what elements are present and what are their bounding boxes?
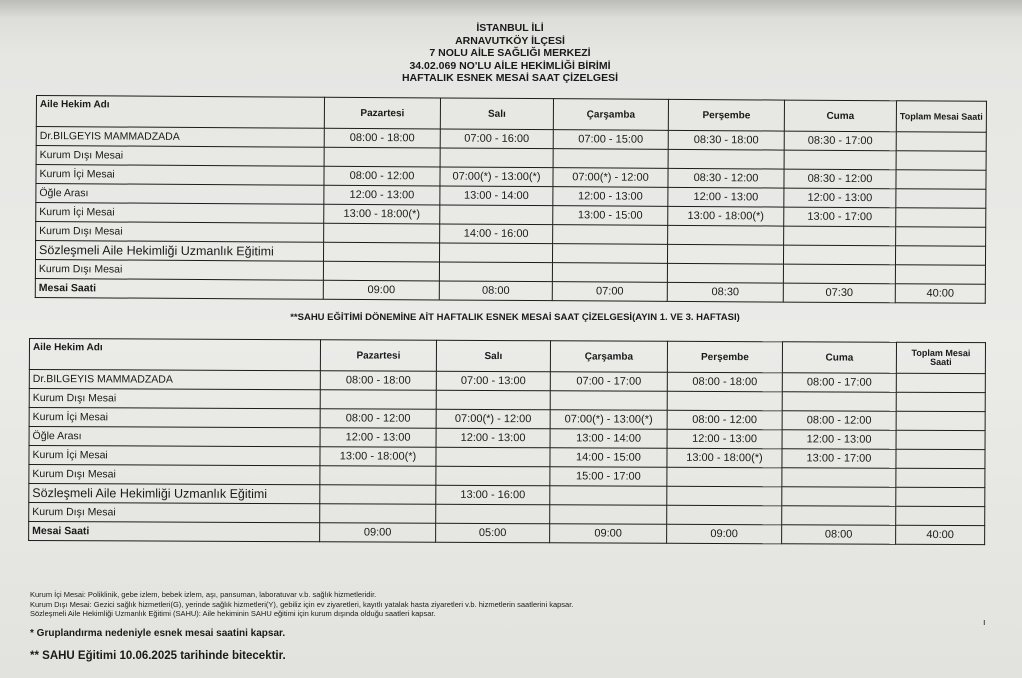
total-cell: [896, 468, 985, 487]
row-label: Kurum Dışı Mesai: [29, 465, 320, 485]
time-cell: [552, 263, 667, 283]
stray-mark: ı: [983, 617, 986, 627]
time-cell: 12:00 - 13:00: [320, 428, 436, 448]
row-label: Kurum İçi Mesai: [29, 408, 320, 428]
row-label: Öğle Arası: [36, 184, 324, 205]
time-cell: [440, 148, 553, 168]
time-cell: 08:00 - 12:00: [320, 409, 436, 429]
time-cell: 08:00 - 12:00: [782, 411, 896, 430]
table-body: [29, 370, 986, 545]
header-district: ARNAVUTKÖY İLÇESİ: [455, 34, 565, 47]
time-cell: [782, 468, 896, 487]
total-cell: [896, 506, 985, 525]
time-cell: 13:00 - 14:00: [550, 429, 667, 449]
row-label: Mesai Saati: [29, 522, 320, 542]
time-cell: [784, 226, 896, 246]
time-cell: 07:00 - 13:00: [436, 371, 550, 390]
time-cell: [320, 485, 436, 505]
header-day: Cuma: [782, 342, 896, 373]
time-cell: [553, 149, 668, 169]
time-cell: [783, 245, 895, 265]
time-cell: [667, 391, 782, 411]
time-cell: 08:00: [439, 281, 552, 301]
time-cell: 12:00 - 13:00: [436, 428, 550, 447]
time-cell: 08:30 - 12:00: [668, 168, 784, 188]
header-doctor-name: Aile Hekim Adı: [29, 339, 320, 371]
row-label: Sözleşmeli Aile Hekimliği Uzmanlık Eğitimi: [29, 484, 320, 504]
row-label: Kurum Dışı Mesai: [29, 503, 320, 523]
time-cell: 08:00 - 12:00: [667, 410, 782, 430]
time-cell: 08:30 - 12:00: [784, 169, 896, 189]
time-cell: 08:00 - 18:00: [320, 371, 436, 391]
time-cell: 14:00 - 15:00: [550, 448, 667, 468]
header-day: Pazartesi: [324, 97, 440, 129]
time-cell: 13:00 - 16:00: [436, 485, 550, 504]
time-cell: [436, 466, 550, 485]
time-cell: [323, 261, 439, 281]
total-cell: [896, 227, 986, 247]
time-cell: 13:00 - 14:00: [440, 186, 553, 206]
row-label: Kurum İçi Mesai: [36, 203, 324, 224]
time-cell: 13:00 - 15:00: [553, 206, 668, 226]
table-header-row: [29, 339, 985, 374]
header-doctor-name: Aile Hekim Adı: [36, 96, 324, 129]
time-cell: 12:00 - 13:00: [324, 185, 440, 205]
time-cell: [667, 467, 782, 487]
time-cell: [436, 447, 550, 466]
time-cell: 08:30 - 17:00: [784, 131, 896, 151]
time-cell: 07:00 - 17:00: [550, 372, 667, 392]
note-sahu: Sözleşmeli Aile Hekimliği Uzmanlık Eğitimi (SAHU): Aile hekiminin SAHU eğitimi için kurum dışında olduğu saatleri kapsar.: [30, 609, 436, 618]
note-kurum-ici: Kurum İçi Mesai: Poliklinik, gebe izlem, bebek izlem, aşı, pansuman, laboratuvar v.b. sağlık hizmetleridir.: [30, 590, 377, 599]
time-cell: 08:30 - 18:00: [668, 130, 784, 150]
time-cell: [440, 205, 553, 225]
time-cell: [320, 390, 436, 410]
time-cell: [320, 466, 436, 486]
row-label: Öğle Arası: [29, 427, 320, 447]
time-cell: [436, 390, 550, 409]
time-cell: [550, 486, 667, 506]
time-cell: 08:00 - 12:00: [324, 166, 440, 186]
row-label: Dr.BILGEYIS MAMMADZADA: [29, 370, 320, 390]
total-cell: [896, 132, 986, 152]
header-day: Perşembe: [667, 341, 782, 373]
time-cell: 07:00(*) - 13:00(*): [440, 167, 553, 187]
total-cell: [896, 151, 986, 171]
time-cell: 09:00: [550, 524, 667, 544]
page-top-shadow: [0, 0, 1022, 18]
time-cell: [668, 225, 784, 245]
time-cell: [667, 263, 783, 283]
total-cell: [896, 170, 986, 190]
table-body: [35, 127, 986, 304]
total-cell: [896, 392, 985, 411]
total-cell: [896, 373, 985, 392]
time-cell: [667, 244, 783, 264]
row-label: Kurum İçi Mesai: [36, 165, 324, 186]
time-cell: [782, 487, 896, 506]
time-cell: 09:00: [320, 523, 436, 543]
time-cell: 13:00 - 18:00(*): [668, 206, 784, 226]
total-cell: 40:00: [896, 525, 985, 544]
time-cell: 08:00 - 18:00: [324, 128, 440, 148]
row-label: Mesai Saati: [35, 278, 323, 299]
row-label: Dr.BILGEYIS MAMMADZADA: [36, 127, 324, 148]
time-cell: 12:00 - 13:00: [553, 187, 668, 207]
time-cell: [782, 392, 896, 411]
time-cell: 07:00(*) - 12:00: [436, 409, 550, 428]
time-cell: [667, 505, 782, 525]
total-cell: [896, 430, 985, 449]
header-day: Çarşamba: [550, 341, 667, 373]
total-row: [29, 522, 985, 545]
time-cell: 07:00 - 16:00: [440, 129, 553, 149]
time-cell: 08:00 - 18:00: [667, 372, 782, 392]
time-cell: [323, 242, 439, 262]
row-label: Kurum İçi Mesai: [29, 446, 320, 466]
time-cell: 09:00: [667, 524, 782, 544]
total-cell: [896, 189, 986, 209]
note-grouping: * Gruplandırma nedeniyle esnek mesai saatini kapsar.: [30, 628, 286, 639]
row-label: Kurum Dışı Mesai: [36, 146, 324, 167]
total-cell: [896, 208, 986, 228]
time-cell: [553, 225, 668, 245]
time-cell: 08:00 - 17:00: [782, 373, 896, 392]
time-cell: 13:00 - 18:00(*): [667, 448, 782, 468]
header-title: HAFTALIK ESNEK MESAİ SAAT ÇİZELGESİ: [401, 72, 619, 84]
header-day: Perşembe: [668, 99, 784, 131]
time-cell: [320, 504, 436, 524]
footnotes: [30, 590, 930, 619]
time-cell: [782, 506, 896, 525]
header-day: Pazartesi: [320, 340, 436, 372]
total-cell: 40:00: [895, 284, 985, 304]
time-cell: 07:00(*) - 12:00: [553, 168, 668, 188]
note-sahu-end-date: ** SAHU Eğitimi 10.06.2025 tarihinde bitecektir.: [30, 650, 286, 662]
total-cell: [896, 487, 985, 506]
total-cell: [896, 411, 985, 430]
header-day: Cuma: [784, 100, 896, 132]
time-cell: [552, 244, 667, 264]
time-cell: 12:00 - 13:00: [667, 429, 782, 449]
time-cell: [439, 262, 552, 282]
time-cell: 09:00: [323, 280, 439, 300]
row-label: Sözleşmeli Aile Hekimliği Uzmanlık Eğitimi: [35, 241, 323, 262]
weekly-schedule-table: [35, 95, 987, 304]
time-cell: [324, 147, 440, 167]
time-cell: 13:00 - 18:00(*): [320, 447, 436, 467]
time-cell: 07:30: [783, 283, 895, 303]
row-label: Kurum Dışı Mesai: [36, 222, 324, 243]
header-day: Salı: [440, 98, 553, 130]
time-cell: 13:00 - 17:00: [782, 449, 896, 468]
sahu-schedule-table: [28, 338, 986, 545]
time-cell: [324, 223, 440, 243]
time-cell: 13:00 - 18:00(*): [324, 204, 440, 224]
header-day: Salı: [436, 340, 550, 371]
row-label: Kurum Dışı Mesai: [35, 260, 323, 281]
header-day: Çarşamba: [553, 99, 668, 131]
time-cell: 12:00 - 13:00: [782, 430, 896, 449]
header-center: 7 NOLU AİLE SAĞLIĞI MERKEZİ: [429, 47, 591, 59]
time-cell: [784, 150, 896, 170]
time-cell: 12:00 - 13:00: [668, 187, 784, 207]
time-cell: 15:00 - 17:00: [550, 467, 667, 487]
total-cell: [895, 265, 985, 285]
time-cell: 07:00: [552, 282, 667, 302]
row-label: Kurum Dışı Mesai: [29, 389, 320, 409]
header-province: İSTANBUL İLİ: [476, 22, 544, 34]
header-unit: 34.02.069 NO'LU AİLE HEKİMLİĞİ BİRİMİ: [409, 59, 611, 72]
time-cell: 13:00 - 17:00: [784, 207, 896, 227]
sahu-schedule-title: **SAHU EĞİTİMİ DÖNEMİNE AİT HAFTALIK ESNEK MESAİ SAAT ÇİZELGESİ(AYIN 1. VE 3. HAFTASI): [290, 312, 740, 323]
header-total: Toplam Mesai Saati: [896, 101, 986, 133]
time-cell: [550, 505, 667, 525]
time-cell: [439, 243, 552, 263]
time-cell: [783, 264, 895, 284]
time-cell: 05:00: [436, 523, 550, 542]
total-cell: [895, 246, 985, 266]
time-cell: 08:30: [667, 282, 783, 302]
total-cell: [896, 449, 985, 468]
time-cell: 08:00: [782, 525, 896, 544]
time-cell: [436, 504, 550, 523]
time-cell: 14:00 - 16:00: [440, 224, 553, 244]
time-cell: [667, 486, 782, 506]
document-header: [300, 22, 720, 85]
time-cell: 07:00(*) - 13:00(*): [550, 410, 667, 430]
time-cell: [668, 149, 784, 169]
note-kurum-disi: Kurum Dışı Mesai: Gezici sağlık hizmetleri(G), yerinde sağlık hizmetleri(Y), gebiliz için ev ziyaretleri, kayıtlı yatalak hasta ziyaretleri v.b. hizmetlerin saatlerini kapsar.: [30, 599, 574, 609]
time-cell: [550, 391, 667, 411]
header-total: Toplam Mesai Saati: [896, 342, 985, 373]
time-cell: 07:00 - 15:00: [553, 130, 668, 150]
time-cell: 12:00 - 13:00: [784, 188, 896, 208]
